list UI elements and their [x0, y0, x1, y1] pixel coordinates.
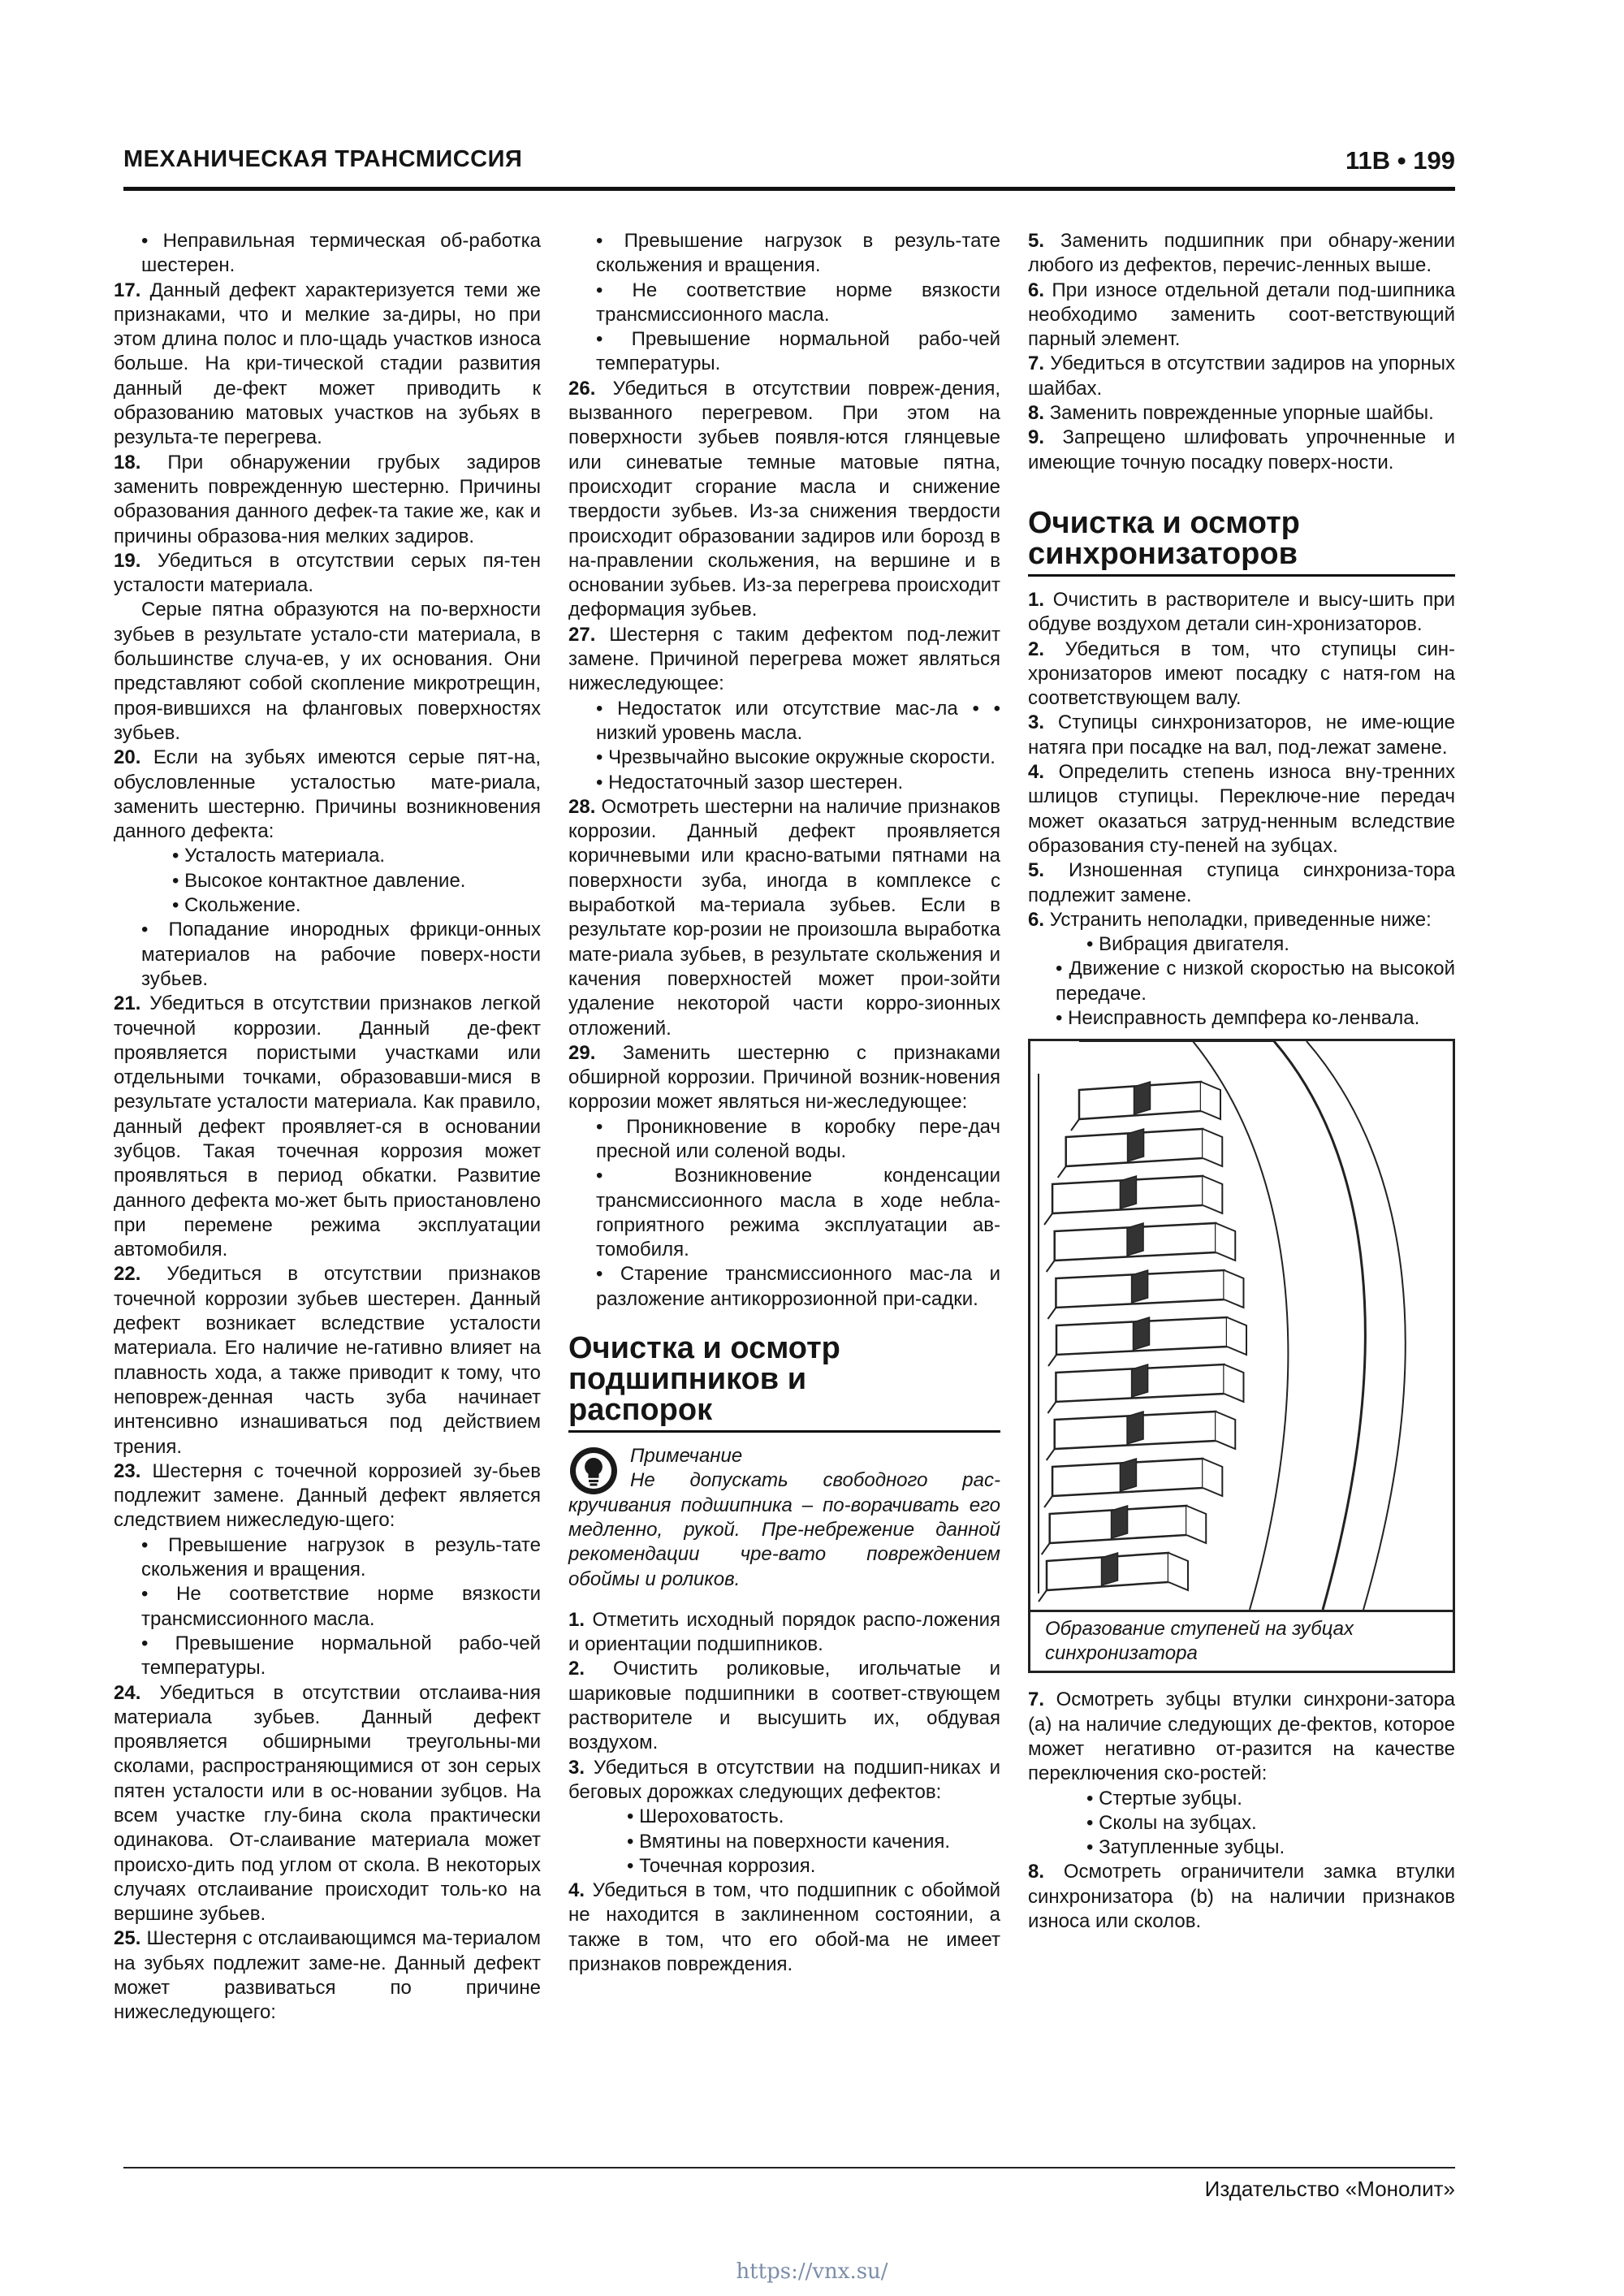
- step-number: 26.: [568, 377, 596, 400]
- publisher-credit: Издательство «Монолит»: [1204, 2177, 1455, 2201]
- paragraph-text: При износе отдельной детали под-шипника необходимо заменить соот-ветствующий парный элемент.: [1028, 279, 1455, 351]
- step-number: 7.: [1028, 352, 1045, 375]
- step-number: 27.: [568, 623, 596, 646]
- synchronizer-figure: [1028, 1039, 1455, 1673]
- paragraph-text: Заменить шестерню с признаками обширной коррозии. Причиной возник-новения коррозии может являться ни-жеследующее:: [568, 1041, 1000, 1113]
- numbered-step: [1028, 1860, 1455, 1934]
- paragraph-text: • Вибрация двигателя.: [1086, 933, 1289, 956]
- step-number: 2.: [1028, 638, 1045, 660]
- paragraph-text: • Не соответствие норме вязкости трансмиссионного масла.: [596, 279, 1000, 326]
- numbered-step: [568, 377, 1000, 623]
- numbered-step: [1028, 352, 1455, 401]
- numbered-step: [114, 1262, 541, 1459]
- step-number: 24.: [114, 1681, 141, 1704]
- lightbulb-icon: [570, 1447, 617, 1494]
- paragraph-text: • Затупленные зубцы.: [1086, 1836, 1285, 1859]
- list-item: [568, 1854, 1000, 1879]
- paragraph-text: • Превышение нормальной рабо-чей температуры.: [596, 328, 1000, 375]
- list-item: [1028, 957, 1455, 1006]
- list-item: [568, 1164, 1000, 1262]
- paragraph-text: Данный дефект характеризуется теми же признаками, что и мелкие за-диры, но при этом длина полос и пло-щадь участков износа больше. На кри-тической стадии развития данный де-фект может приводить к образованию матовых участков на зубьях в результа-те перегрева.: [114, 279, 541, 449]
- step-number: 2.: [568, 1658, 585, 1680]
- paragraph-text: Убедиться в отсутствии отслаива-ния материала зубьев. Данный дефект проявляется обширными треугольны-ми сколами, распространяющимися от зон серых пятен усталости или в ос-новании зубцов. На всем участке глу-бина скола практически одинакова. От-слаивание материала может происхо-дить под углом от скола. В некоторых случаях отслаивание происходит толь-ко на вершине зубьев.: [114, 1681, 541, 1926]
- numbered-step: [114, 1926, 541, 2025]
- numbered-step: [1028, 588, 1455, 638]
- paragraph-text: Устранить неполадки, приведенные ниже:: [1049, 908, 1432, 931]
- paragraph-text: Шестерня с точечной коррозией зу-бьев подлежит замене. Данный дефект является следствием нижеследую-щего:: [114, 1459, 541, 1532]
- list-item: [568, 697, 1000, 746]
- paragraph-text: • Вмятины на поверхности качения.: [627, 1830, 951, 1853]
- paragraph-text: Серые пятна образуются на по-верхности зубьев в результате устало-сти материала, в большинстве случа-ев, у их основания. Они представляют собой скопление микротрещин, проя-вившихся на фланговых поверхностях зубьев.: [114, 599, 541, 744]
- heading-rule: [1028, 574, 1455, 577]
- step-number: 5.: [1028, 859, 1045, 882]
- list-item: [1028, 1811, 1455, 1836]
- step-number: 23.: [114, 1459, 141, 1482]
- paragraph-text: • Не соответствие норме вязкости трансмиссионного масла.: [141, 1583, 541, 1630]
- step-number: 4.: [1028, 761, 1045, 784]
- step-number: 3.: [1028, 711, 1045, 734]
- step-number: 3.: [568, 1756, 585, 1779]
- paragraph-text: • Попадание инородных фрикци-онных материалов на рабочие поверх-ности зубьев.: [141, 919, 541, 990]
- numbered-step: [1028, 638, 1455, 711]
- numbered-step: [568, 1608, 1000, 1658]
- numbered-step: [1028, 229, 1455, 279]
- step-number: 20.: [114, 746, 141, 769]
- paragraph-text: Отметить исходный порядок распо-ложения и ориентации подшипников.: [568, 1608, 1000, 1656]
- paragraph-text: Осмотреть шестерни на наличие признаков коррозии. Данный дефект проявляется коричневыми или красно-ватыми пятнами на поверхности зуба, иногда в комплексе с выработкой ма-териала зубьев. Если в результате кор-розии не произошла выработка мате-риала зубьев, в результате скольжения и качения поверхностей может прои-зойти удаление некоторой части корро-зионных отложений.: [568, 795, 1000, 1040]
- paragraph-text: Заменить поврежденные упорные шайбы.: [1049, 402, 1434, 425]
- numbered-step: [114, 746, 541, 844]
- page-header: [123, 146, 1455, 179]
- numbered-step: [568, 623, 1000, 697]
- step-number: 4.: [568, 1879, 585, 1902]
- list-item: [568, 746, 1000, 770]
- list-item: [114, 1632, 541, 1681]
- paragraph-text: При обнаружении грубых задиров заменить поврежденную шестерню. Причины образования данного дефек-та такие же, как и причины образова-ния мелких задиров.: [114, 451, 541, 547]
- list-item: [1028, 1006, 1455, 1031]
- paragraph-text: Убедиться в отсутствии серых пя-тен усталости материала.: [114, 549, 541, 597]
- paragraph-text: Убедиться в отсутствии на подшип-никах и беговых дорожках следующих дефектов:: [568, 1756, 1001, 1803]
- list-item: [568, 1115, 1000, 1165]
- heading-rule: [568, 1430, 1000, 1433]
- paragraph-text: • Проникновение в коробку пере-дач пресной или соленой воды.: [596, 1115, 1000, 1162]
- list-item: [114, 844, 541, 868]
- step-number: 8.: [1028, 402, 1045, 425]
- paragraph-text: • Движение с низкой скоростью на высокой передаче.: [1056, 958, 1455, 1005]
- numbered-step: [1028, 426, 1455, 475]
- paragraph-text: Убедиться в отсутствии повреж-дения, вызванного перегревом. При этом на поверхности зубьев появля-ются глянцевые или синеватые темные матовые пятна, происходит сгорание масла и снижение твердости зубьев. Из-за снижения твердости происходит образовании задиров или борозд в на-правлении скольжения, на вершине и в основании зубьев. Из-за перегрева происходит деформация зубьев.: [568, 377, 1001, 621]
- numbered-step: [1028, 908, 1455, 932]
- paragraph-text: • Чрезвычайно высокие окружные скорости.: [596, 746, 996, 769]
- synchronizer-teeth-drawing: [1030, 1041, 1453, 1612]
- list-item: [568, 1262, 1000, 1312]
- paragraph-text: • Высокое контактное давление.: [172, 869, 466, 892]
- note-text: [568, 1468, 1000, 1591]
- paragraph-text: Очистить в растворителе и высу-шить при обдуве воздухом детали син-хронизаторов.: [1028, 588, 1455, 636]
- paragraph-text: • Недостаток или отсутствие мас-ла • • низкий уровень масла.: [596, 697, 1000, 744]
- numbered-step: [114, 992, 541, 1262]
- paragraph-text: Ступицы синхронизаторов, не име-ющие натяга при посадке на вал, под-лежат замене.: [1028, 711, 1455, 759]
- sync-steps: [1028, 588, 1455, 1031]
- note-box: [568, 1444, 1000, 1592]
- figure-caption: Образование ступеней на зубцах синхронизатора: [1045, 1618, 1354, 1665]
- list-item: [114, 869, 541, 893]
- list-item: [1028, 932, 1455, 957]
- paragraph-text: Очистить роликовые, игольчатые и шариковые подшипники в соответ-ствующем растворителе и высушить их, обдувая воздухом.: [568, 1658, 1000, 1754]
- sync-heading: Очистка и осмотр синхронизаторов: [1028, 505, 1300, 571]
- step-number: 18.: [114, 451, 141, 473]
- numbered-step: [1028, 401, 1455, 426]
- list-item: [568, 279, 1000, 328]
- list-item: [1028, 1836, 1455, 1860]
- paragraph-text: Осмотреть зубцы втулки синхрони-затора (а) на наличие следующих де-фектов, которое может негативно от-разится на качестве переключения ско-ростей:: [1028, 1688, 1456, 1785]
- column-2-paragraphs: [568, 229, 1000, 1312]
- paragraph-text: Убедиться в отсутствии признаков точечной коррозии зубьев шестерен. Данный дефект возникает вследствие усталости материала. Его наличие не-гативно влияет на плавность хода, а также приводит к тому, что неповреж-денная часть зуба начинает интенсивно изнашиваться под действием трения.: [114, 1263, 541, 1458]
- step-number: 1.: [1028, 588, 1045, 611]
- paragraph-text: Определить степень износа вну-тренних шлицов ступицы. Переключе-ние передач может оказаться затруд-ненным вследствие образования сту-пеней на зубцах.: [1028, 761, 1455, 857]
- step-number: 17.: [114, 279, 141, 301]
- paragraph-text: Убедиться в отсутствии задиров на упорных шайбах.: [1028, 352, 1455, 400]
- list-item: [568, 1830, 1000, 1854]
- footer-rule: [123, 2167, 1455, 2168]
- paragraph-text: Заменить подшипник при обнару-жении любого из дефектов, перечис-ленных выше.: [1028, 230, 1455, 277]
- bearings-steps: [568, 1608, 1000, 1977]
- column-1: [114, 229, 541, 2026]
- paragraph-text: Изношенная ступица синхрониза-тора подлежит замене.: [1028, 859, 1456, 906]
- note-text-body: Не допускать свободного рас-кручивания подшипника – по-ворачивать его медленно, рукой. Пре-небрежение данной рекомендации чре-вато повреждением обоймы и роликов.: [568, 1469, 1000, 1590]
- column-2: [568, 229, 1000, 1977]
- list-item: [568, 229, 1000, 279]
- step-number: 21.: [114, 992, 141, 1015]
- paragraph-text: • Сколы на зубцах.: [1086, 1811, 1257, 1834]
- numbered-step: [114, 279, 541, 451]
- paragraph-text: • Неисправность демпфера ко-ленвала.: [1056, 1007, 1420, 1030]
- paragraph-text: • Усталость материала.: [172, 845, 386, 867]
- paragraph-text: • Превышение нагрузок в резуль-тате скольжения и вращения.: [141, 1533, 541, 1581]
- numbered-step: [114, 1459, 541, 1533]
- numbered-step: [568, 795, 1000, 1041]
- step-number: 7.: [1028, 1688, 1045, 1711]
- list-item: [568, 771, 1000, 795]
- list-item: [114, 598, 541, 746]
- paragraph-text: Шестерня с отслаивающимся ма-териалом на зубьях подлежит заме-не. Данный дефект может развиваться по причине нижеследующего:: [114, 1927, 541, 2024]
- list-item: [568, 1805, 1000, 1829]
- numbered-step: [1028, 858, 1455, 908]
- list-item: [114, 1582, 541, 1632]
- numbered-step: [114, 549, 541, 599]
- paragraph-text: Запрещено шлифовать упрочненные и имеющие точную посадку поверх-ности.: [1028, 426, 1455, 473]
- step-number: 6.: [1028, 279, 1045, 301]
- numbered-step: [568, 1041, 1000, 1115]
- paragraph-text: • Точечная коррозия.: [627, 1854, 816, 1877]
- step-number: 28.: [568, 795, 596, 818]
- step-number: 29.: [568, 1041, 596, 1064]
- list-item: [114, 229, 541, 279]
- paragraph-text: • Стертые зубцы.: [1086, 1787, 1242, 1810]
- paragraph-text: • Возникновение конденсации трансмиссионного масла в ходе небла-гоприятного режима эксплуатации ав-томобиля.: [596, 1165, 1000, 1261]
- step-number: 22.: [114, 1263, 141, 1286]
- list-item: [568, 327, 1000, 377]
- paragraph-text: Если на зубьях имеются серые пят-на, обусловленные усталостью мате-риала, заменить шестерню. Причины возникновения данного дефекта:: [114, 746, 542, 843]
- numbered-step: [1028, 711, 1455, 760]
- column-3: [1028, 229, 1455, 1934]
- paragraph-text: • Неправильная термическая об-работка шестерен.: [141, 230, 541, 277]
- numbered-step: [114, 1681, 541, 1927]
- column-3-paragraphs: [1028, 229, 1455, 475]
- paragraph-text: • Превышение нагрузок в резуль-тате скольжения и вращения.: [596, 230, 1000, 277]
- step-number: 19.: [114, 549, 141, 572]
- step-number: 25.: [114, 1927, 141, 1950]
- numbered-step: [1028, 1688, 1455, 1786]
- paragraph-text: Убедиться в том, что ступицы син-хронизаторов имеют посадку с натя-гом на соответствующем валу.: [1028, 638, 1455, 710]
- list-item: [114, 918, 541, 992]
- paragraph-text: • Превышение нормальной рабо-чей температуры.: [141, 1632, 541, 1680]
- paragraph-text: • Старение трансмиссионного мас-ла и разложение антикоррозионной при-садки.: [596, 1263, 1000, 1310]
- step-number: 9.: [1028, 426, 1045, 449]
- step-number: 5.: [1028, 230, 1045, 252]
- numbered-step: [1028, 279, 1455, 352]
- list-item: [114, 893, 541, 918]
- bearings-heading: Очистка и осмотр подшипников и распорок: [568, 1331, 840, 1428]
- header-rule: [123, 187, 1455, 191]
- numbered-step: [568, 1879, 1000, 1977]
- paragraph-text: • Недостаточный зазор шестерен.: [596, 771, 904, 793]
- step-number: 8.: [1028, 1861, 1045, 1883]
- step-number: 6.: [1028, 908, 1045, 931]
- paragraph-text: Осмотреть ограничители замка втулки синхронизатора (b) на наличии признаков износа или сколов.: [1028, 1861, 1455, 1932]
- watermark-url: https://vnx.su/: [736, 2259, 888, 2284]
- list-item: [1028, 1787, 1455, 1811]
- numbered-step: [1028, 760, 1455, 858]
- paragraph-text: • Скольжение.: [172, 894, 301, 917]
- step-number: 1.: [568, 1608, 585, 1631]
- numbered-step: [568, 1756, 1000, 1805]
- numbered-step: [568, 1657, 1000, 1755]
- paragraph-text: Шестерня с таким дефектом под-лежит замене. Причиной перегрева может являться нижеследующее:: [568, 623, 1001, 695]
- section-title: МЕХАНИЧЕСКАЯ ТРАНСМИССИЯ: [123, 146, 523, 172]
- paragraph-text: Убедиться в отсутствии признаков легкой точечной коррозии. Данный де-фект проявляется пористыми участками или отдельными точками, образовавши-мися в результате усталости материала. Как правило, данный дефект проявляет-ся в основании зубцов. Такая точечная коррозия может проявляться в период обкатки. Развитие данного дефекта мо-жет быть приостановлено при перемене режима эксплуатации автомобиля.: [114, 992, 541, 1261]
- paragraph-text: • Шероховатость.: [627, 1805, 784, 1828]
- sync-steps-continued: [1028, 1688, 1455, 1934]
- note-label: Примечание: [630, 1445, 743, 1468]
- page-number: 11B • 199: [1345, 146, 1455, 175]
- numbered-step: [114, 451, 541, 549]
- paragraph-text: Убедиться в том, что подшипник с обоймой не находится в заклиненном состоянии, а также в том, что его обой-ма не имеет признаков повреждения.: [568, 1879, 1000, 1975]
- list-item: [114, 1533, 541, 1583]
